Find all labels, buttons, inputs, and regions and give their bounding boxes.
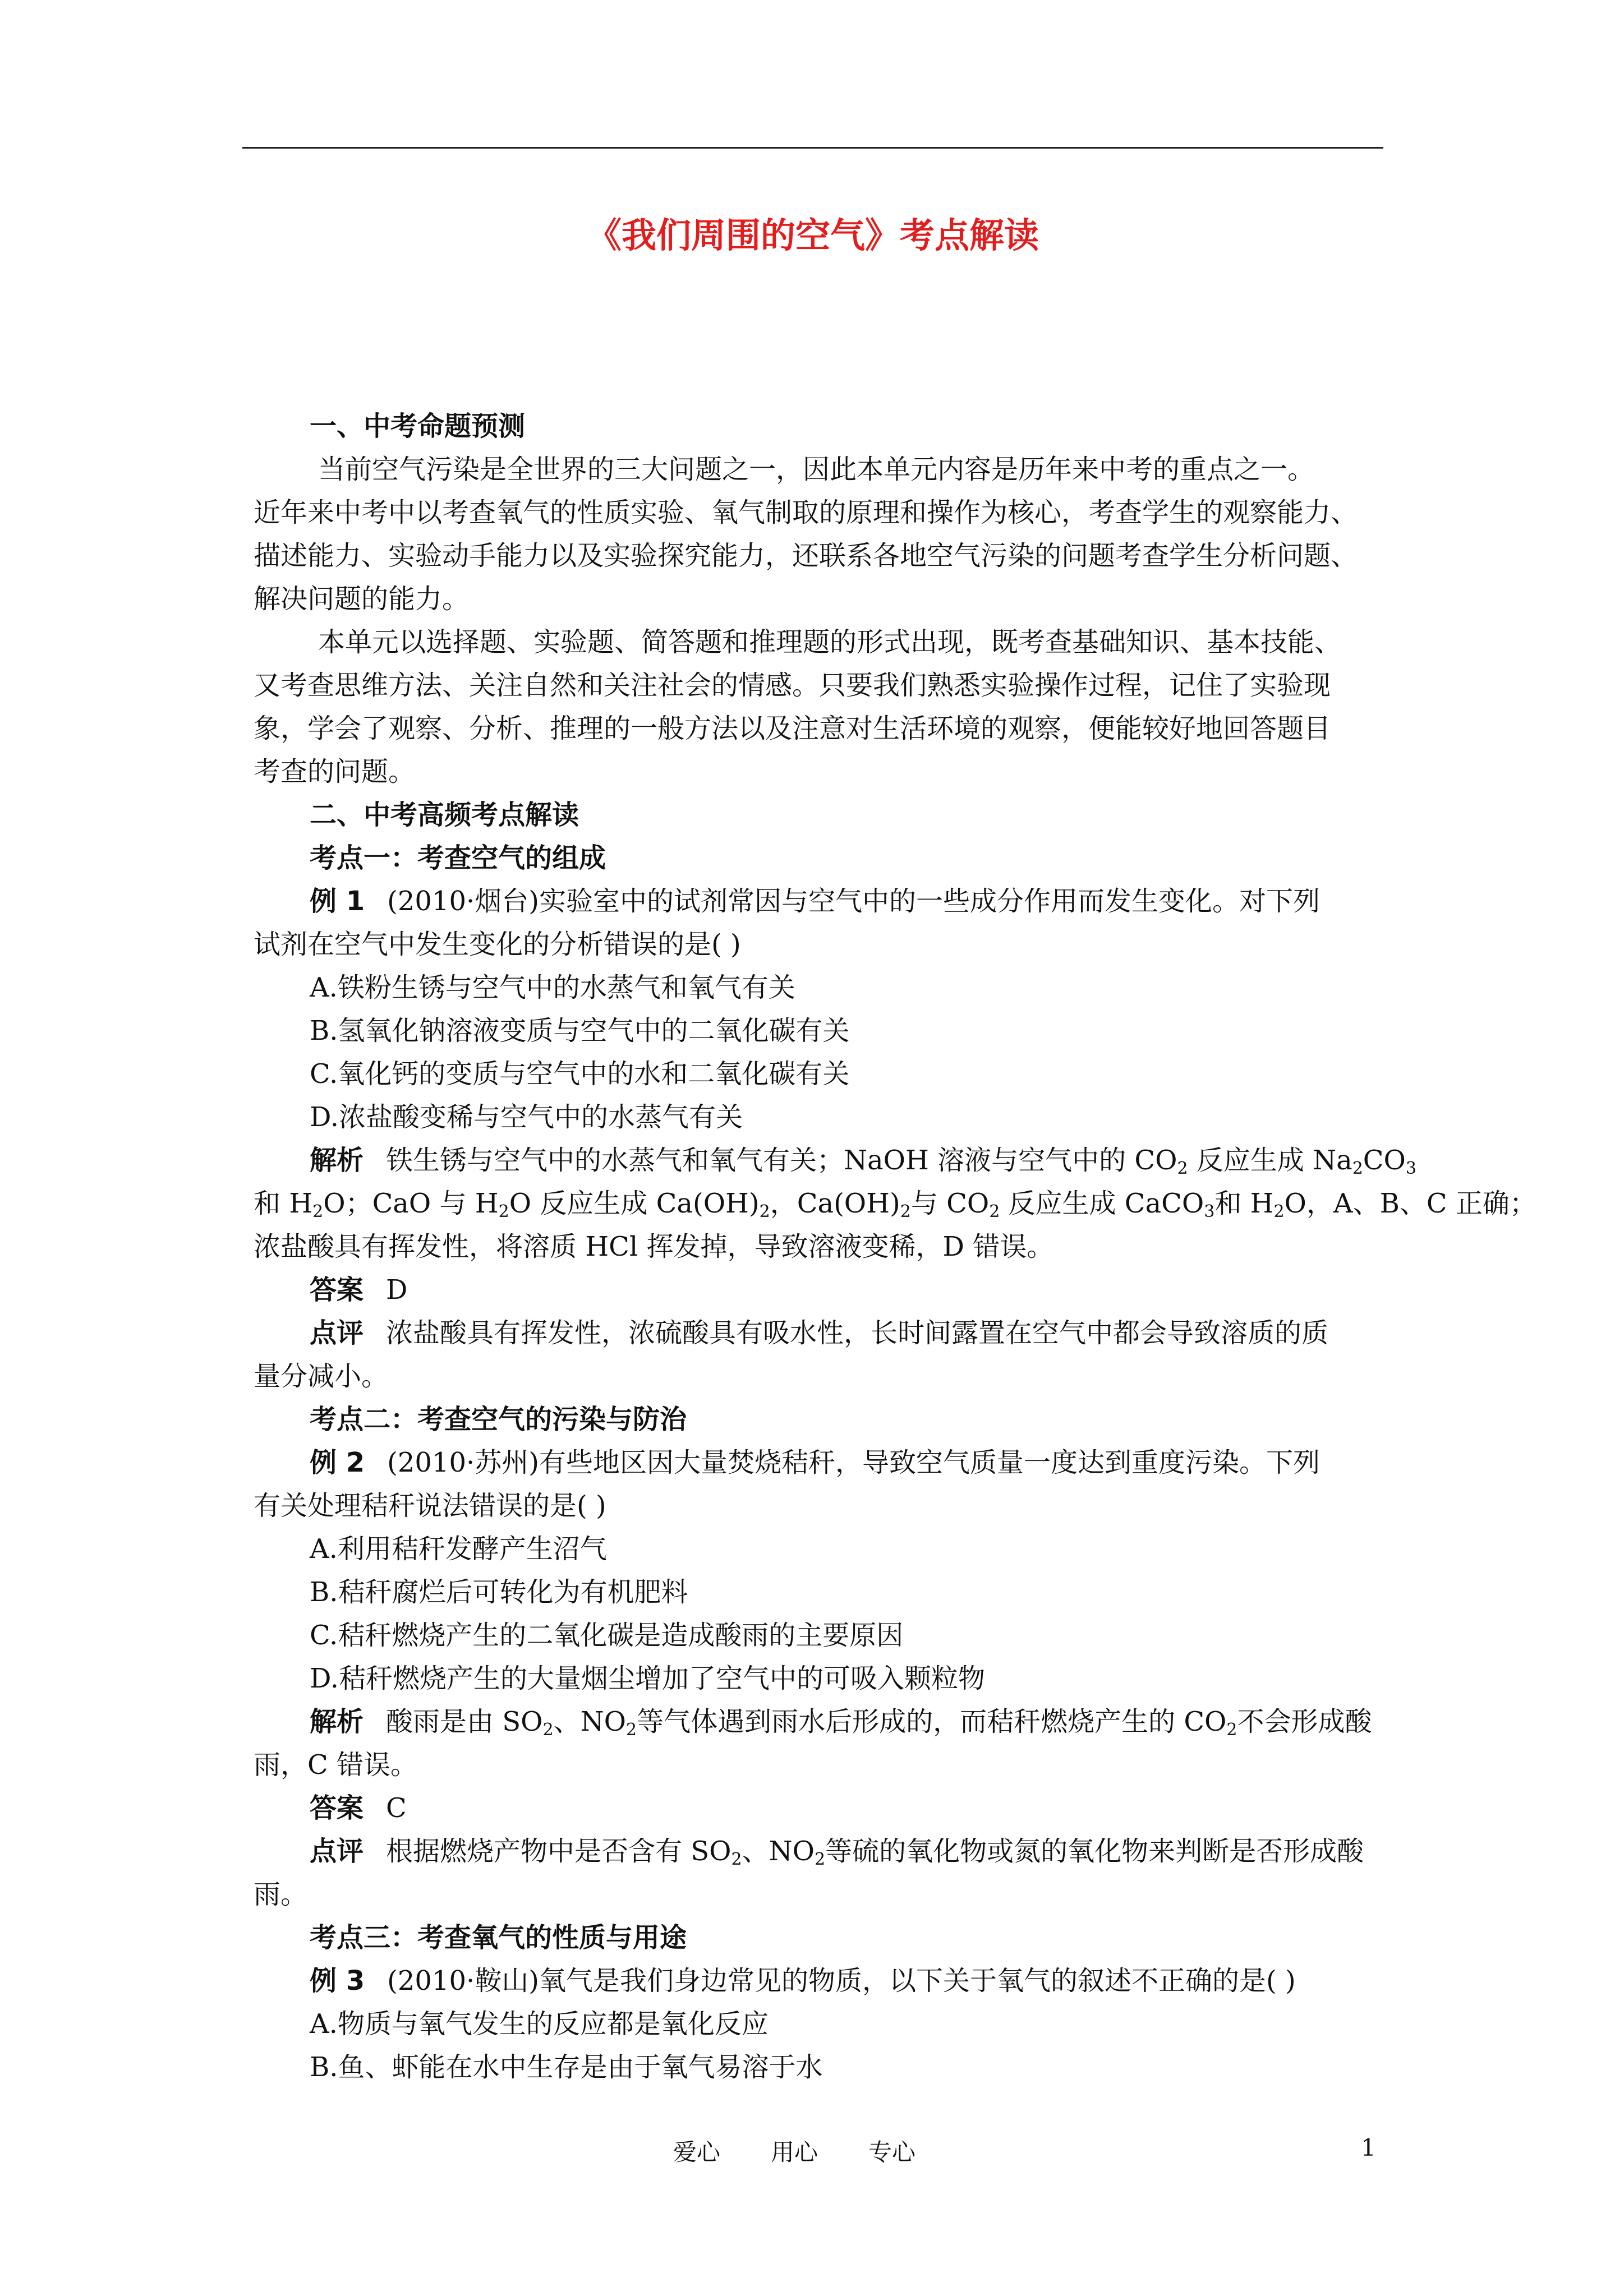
comment-label: 点评 [310, 1317, 364, 1349]
topic-heading: 考点一：考查空气的组成 [310, 842, 606, 874]
example-line: 例 2 (2010·苏州)有些地区因大量焚烧秸秆，导致空气质量一度达到重度污染。下列 [310, 1447, 1320, 1478]
example-line [254, 880, 1398, 923]
example-label: 例 1 [310, 886, 365, 917]
option: D.秸秆燃烧产生的大量烟尘增加了空气中的可吸入颗粒物 [310, 1663, 986, 1694]
answer-value: C [386, 1792, 407, 1824]
analysis-line: 雨，C 错误。 [254, 1749, 417, 1781]
paragraph-line: 本单元以选择题、实验题、简答题和推理题的形式出现，既考查基础知识、基本技能、 [318, 626, 1342, 658]
analysis-line: 解析 铁生锈与空气中的水蒸气和氧气有关；NaOH 溶液与空气中的 $CO_2$ 反应生成 $Na_2CO_3$ [310, 1145, 1416, 1178]
example-text: (2010·烟台)实验室中的试剂常因与空气中的一些成分作用而发生变化。对下列 [387, 886, 1320, 917]
answer-value: D [386, 1274, 408, 1306]
comment-line: 点评 根据燃烧产物中是否含有 $SO_2$、$NO_2$等硫的氧化物或氮的氧化物来判断是否形成酸 [310, 1836, 1364, 1869]
paragraph-line: 考查的问题。 [254, 756, 416, 787]
option: A.利用秸秆发酵产生沼气 [310, 1533, 607, 1565]
page-number: 1 [1361, 2134, 1376, 2161]
comment-label: 点评 [310, 1836, 364, 1867]
option: A.铁粉生锈与空气中的水蒸气和氧气有关 [310, 972, 795, 1003]
paragraph-line: 近年来中考中以考查氧气的性质实验、氧气制取的原理和操作为核心，考查学生的观察能力、 [254, 497, 1358, 528]
option: C.秸秆燃烧产生的二氧化碳是造成酸雨的主要原因 [310, 1620, 904, 1651]
option: A.物质与氧气发生的反应都是氧化反应 [310, 2008, 769, 2040]
topic-heading: 考点三：考查氧气的性质与用途 [310, 1922, 687, 1953]
option: B.鱼、虾能在水中生存是由于氧气易溶于水 [310, 2051, 823, 2083]
footer-text: 专心 [868, 2138, 916, 2166]
section-heading: 一、中考命题预测 [310, 411, 526, 442]
analysis-line: 浓盐酸具有挥发性，将溶质 HCl 挥发掉，导致溶液变稀，D 错误。 [254, 1231, 1054, 1262]
comment-line: 点评 浓盐酸具有挥发性，浓硫酸具有吸水性，长时间露置在空气中都会导致溶质的质 [310, 1317, 1329, 1349]
analysis-label: 解析 [310, 1706, 364, 1737]
page-footer [673, 2134, 966, 2168]
answer-label: 答案 [310, 1274, 364, 1306]
option: C.氧化钙的变质与空气中的水和二氧化碳有关 [310, 1058, 850, 1090]
header-rule [242, 147, 1383, 149]
example-line: 例 3 (2010·鞍山)氧气是我们身边常见的物质，以下关于氧气的叙述不正确的是( ) [310, 1965, 1296, 1997]
answer-label: 答案 [310, 1792, 364, 1824]
paragraph-line: 象，学会了观察、分析、推理的一般方法以及注意对生活环境的观察，便能较好地回答题目 [254, 713, 1331, 744]
example-line: 有关处理秸秆说法错误的是( ) [254, 1490, 606, 1522]
footer-text: 爱心 [673, 2138, 721, 2166]
paragraph-line: 当前空气污染是全世界的三大问题之一，因此本单元内容是历年来中考的重点之一。 [318, 454, 1315, 485]
example-label: 例 3 [310, 1965, 365, 1997]
example-line: 试剂在空气中发生变化的分析错误的是( ) [254, 929, 741, 960]
page-title: 《我们周围的空气》考点解读 [586, 215, 1039, 256]
analysis-label: 解析 [310, 1145, 364, 1176]
option: B.氢氧化钠溶液变质与空气中的二氧化碳有关 [310, 1015, 850, 1046]
example-label: 例 2 [310, 1447, 365, 1478]
answer-line [254, 1787, 1398, 1830]
footer-text: 用心 [771, 2138, 818, 2166]
answer-line [254, 1269, 1398, 1312]
analysis-line: 和 $H_2O$；CaO 与 $H_2O$ 反应生成 $Ca(OH)_2$，$Ca(OH)_2$与 $CO_2$ 反应生成 CaCO$_3$和 $H_2O$，A、B、C 正确； [254, 1188, 1536, 1221]
comment-line: 雨。 [254, 1879, 308, 1910]
option: D.浓盐酸变稀与空气中的水蒸气有关 [310, 1101, 743, 1133]
analysis-line: 解析 酸雨是由 $SO_2$、$NO_2$等气体遇到雨水后形成的，而秸秆燃烧产生的 $CO_2$不会形成酸 [310, 1706, 1372, 1740]
document-body [254, 405, 1536, 2089]
option: B.秸秆腐烂后可转化为有机肥料 [310, 1576, 688, 1608]
paragraph-line: 描述能力、实验动手能力以及实验探究能力，还联系各地空气污染的问题考查学生分析问题、 [254, 540, 1358, 571]
topic-heading: 考点二：考查空气的污染与防治 [310, 1404, 687, 1435]
paragraph-line: 又考查思维方法、关注自然和关注社会的情感。只要我们熟悉实验操作过程，记住了实验现 [254, 670, 1331, 701]
paragraph-line: 解决问题的能力。 [254, 583, 470, 615]
section-heading: 二、中考高频考点解读 [310, 799, 579, 831]
comment-line: 量分减小。 [254, 1361, 389, 1392]
